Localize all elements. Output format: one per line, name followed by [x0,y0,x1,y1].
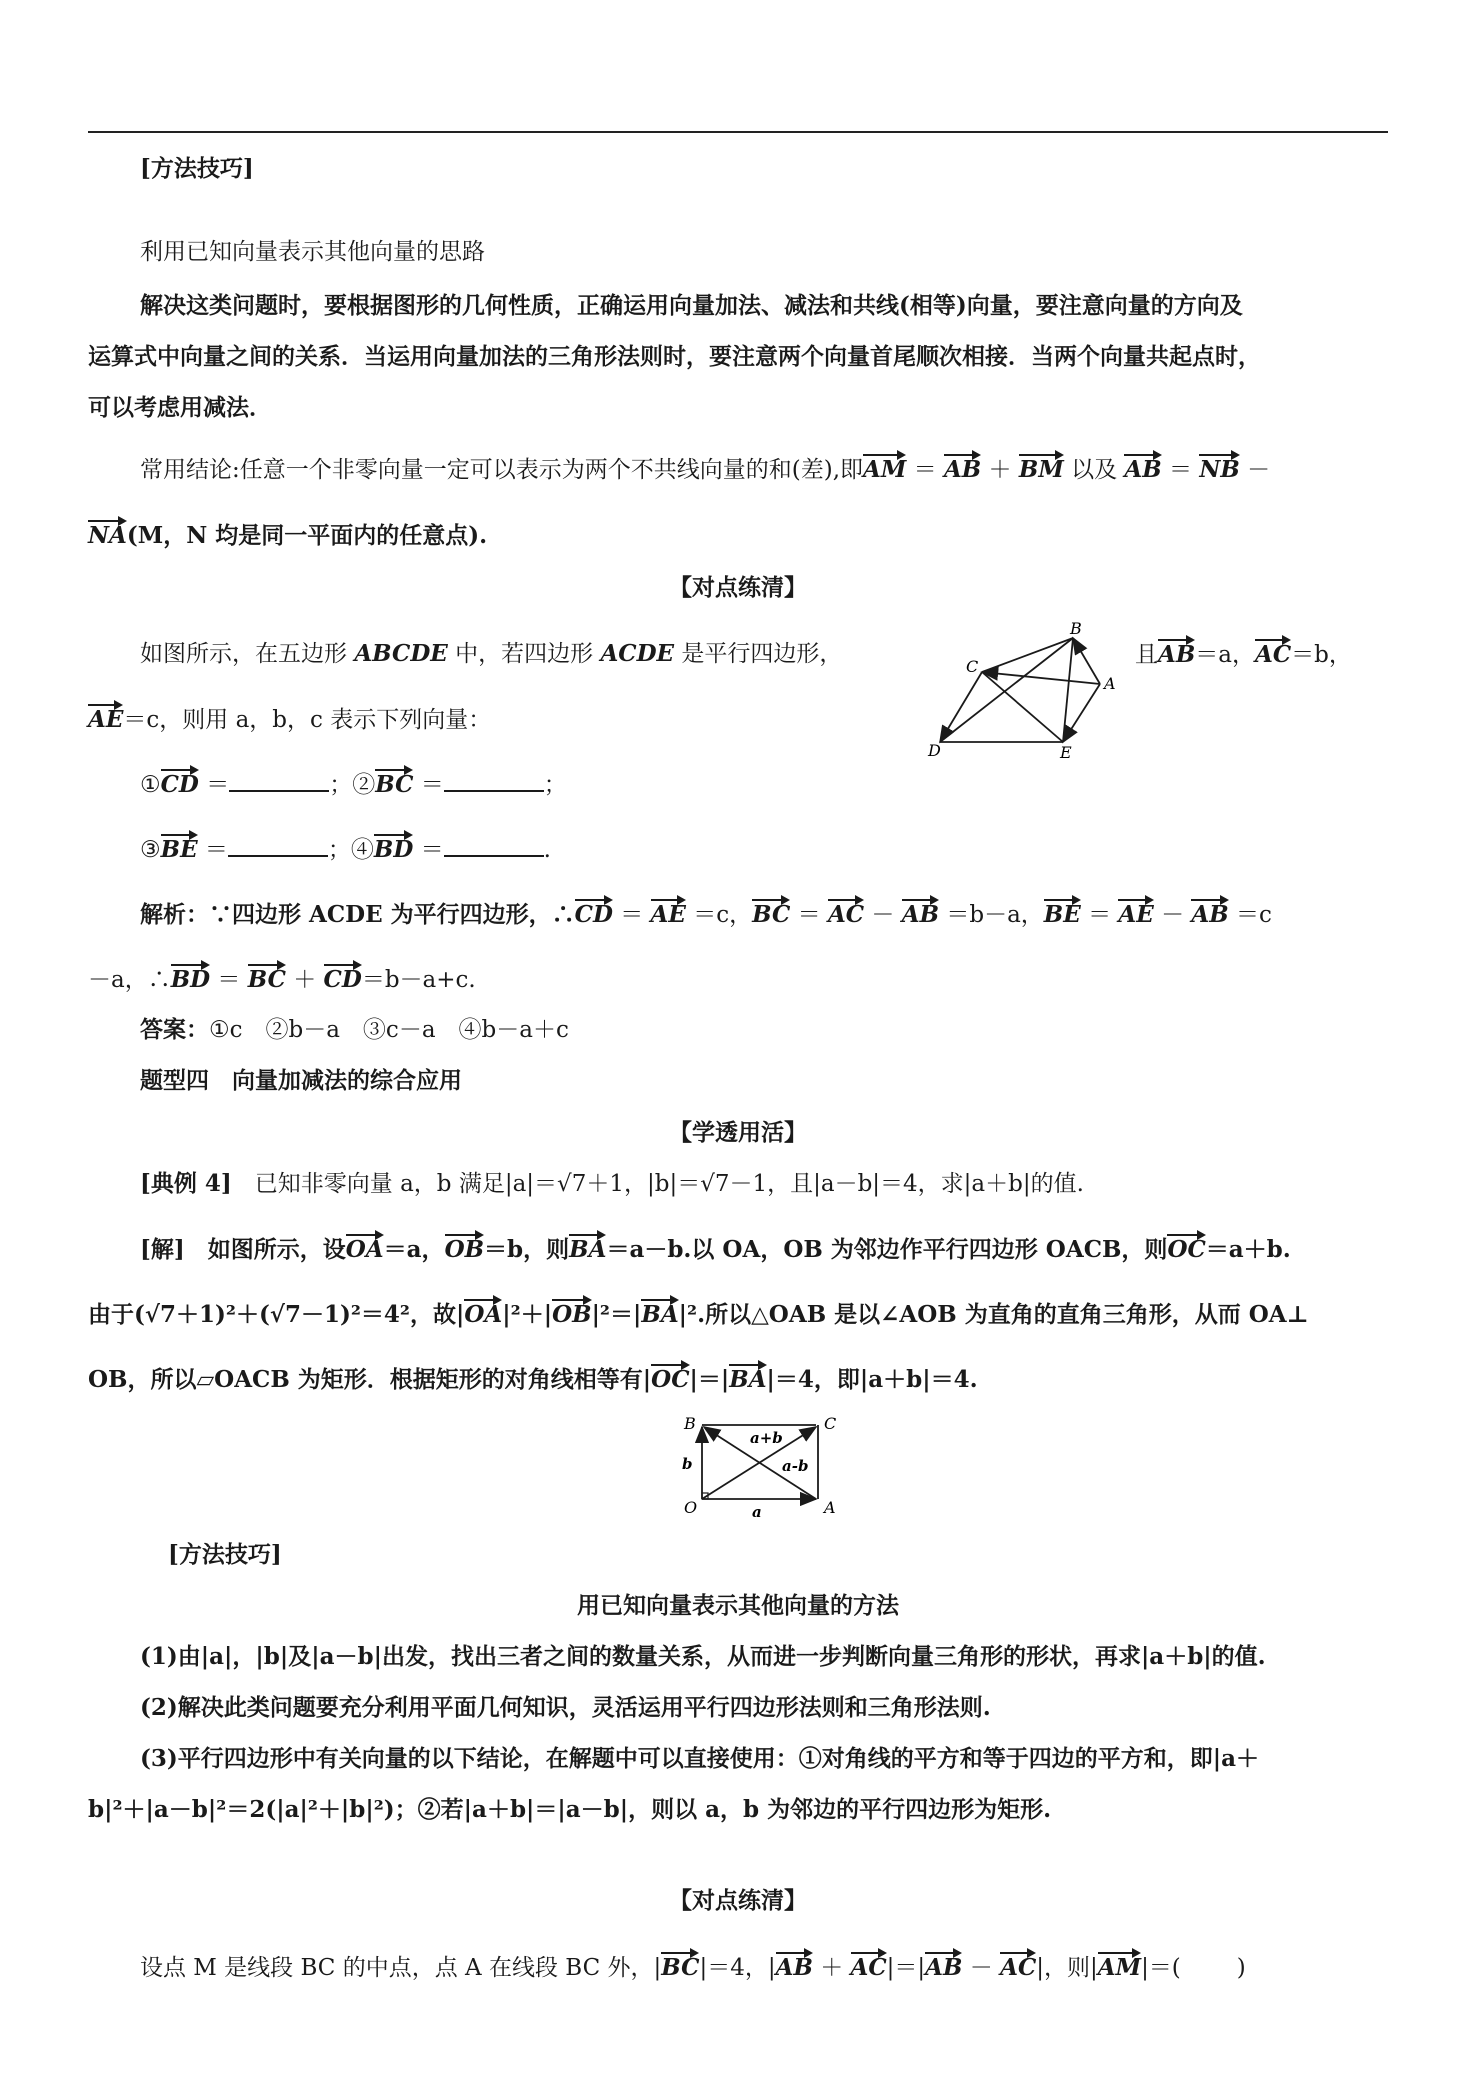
practice-heading: 【对点练清】 [669,574,807,601]
practice-question-line2: AE＝c，则用 a，b，c 表示下列向量： [88,703,1388,736]
section-heading: 题型四 向量加减法的综合应用 [140,1067,462,1094]
analysis-line2: －a，∴BD ＝ BC ＋ CD＝b－a+c. [88,963,1388,996]
method2-point1: (1)由|a|，|b|及|a－b|出发，找出三者之间的数量关系，从而进一步判断向量三角形的形状，再求|a＋b|的值. [140,1643,1266,1670]
rect-label-a-plus-b: a+b [750,1429,783,1447]
common-conclusion-text: 常用结论:任意一个非零向量一定可以表示为两个不共线向量的和(差),即 [140,457,864,483]
answer-line: 答案：①c ②b－a ③c－a ④b－a＋c [140,1016,569,1043]
method-paragraph-line2: 运算式中向量之间的关系．当运用向量加法的三角形法则时，要注意两个向量首尾顺次相接．当两个向量共起点时， [88,343,1261,370]
rect-label-b-side: b [682,1455,693,1473]
method-paragraph-line1: 解决这类问题时，要根据图形的几何性质，正确运用向量加法、减法和共线(相等)向量，要注意向量的方向及 [140,292,1243,319]
pentagon-figure [920,622,1130,762]
analysis-line1: 解析：∵四边形 ACDE 为平行四边形，∴CD ＝ AE ＝c，BC ＝ AC － AB ＝b－a，BE ＝ AE － AB ＝c [140,898,1388,931]
blank-3[interactable] [228,833,328,857]
rect-label-b: B [684,1414,696,1433]
method-paragraph-line3: 可以考虑用减法． [88,394,272,421]
method2-point2: (2)解决此类问题要充分利用平面几何知识，灵活运用平行四边形法则和三角形法则. [140,1694,991,1721]
solution-line2: 由于(√7＋1)²＋(√7－1)²＝4²，故|OA|²＋|OB|²＝|BA|².所以△OAB 是以∠AOB 为直角的直角三角形，从而 OA⊥ [88,1298,1388,1331]
rect-label-o: O [684,1498,698,1517]
common-conclusion-tail: (M，N 均是同一平面内的任意点). [126,522,488,549]
figure-label-e: E [1060,743,1072,762]
blank-2[interactable] [444,768,544,792]
rect-label-a-minus-b: a-b [782,1457,809,1475]
rectangle-figure [676,1413,846,1521]
method-title: 利用已知向量表示其他向量的思路 [140,239,485,265]
solution-line3: OB，所以▱OACB 为矩形．根据矩形的对角线相等有|OC|＝|BA|＝4，即|a＋b|＝4. [88,1363,1388,1396]
practice2-heading: 【对点练清】 [669,1887,807,1914]
common-conclusion-line2: NA(M，N 均是同一平面内的任意点). [88,519,1388,552]
fill-items-line2: ③BE ＝ ；④BD ＝ . [140,833,1388,866]
method2-point3-line1: (3)平行四边形中有关向量的以下结论，在解题中可以直接使用：①对角线的平方和等于四边的平方和，即|a＋ [140,1745,1260,1772]
blank-1[interactable] [229,768,329,792]
practice-question-given: 且AB＝a，AC＝b， [1135,638,1395,671]
fill-items-line1: ①CD ＝ ；②BC ＝ ； [140,768,1388,801]
method2-title: 用已知向量表示其他向量的方法 [577,1592,899,1619]
solution-line1: [解] 如图所示，设OA＝a，OB＝b，则BA＝a－b.以 OA，OB 为邻边作平行四边形 OACB，则OC＝a＋b. [140,1233,1388,1266]
rect-label-a-side: a [752,1503,762,1521]
figure-label-b: B [1070,622,1082,638]
method2-heading: [方法技巧] [168,1541,282,1568]
common-conclusion-line1: 常用结论:任意一个非零向量一定可以表示为两个不共线向量的和(差),即AM ＝ AB ＋ BM 以及 AB ＝ NB － [140,453,1388,486]
method-heading: [方法技巧] [140,155,254,182]
blank-4[interactable] [444,833,544,857]
practice-question-line1: 如图所示，在五边形 ABCDE 中，若四边形 ACDE 是平行四边形， [140,640,843,667]
top-rule [88,131,1388,133]
figure-label-d: D [928,741,941,760]
rect-label-c: C [824,1414,837,1433]
learn-heading: 【学透用活】 [669,1119,807,1146]
rect-label-a: A [824,1498,836,1517]
method2-point3-line2: b|²＋|a－b|²＝2(|a|²＋|b|²)；②若|a＋b|＝|a－b|，则以 a，b 为邻边的平行四边形为矩形. [88,1796,1052,1823]
example-line: [典例 4] 已知非零向量 a，b 满足|a|＝√7＋1，|b|＝√7－1，且|a－b|＝4，求|a＋b|的值. [140,1170,1084,1197]
figure-label-c: C [966,657,979,676]
practice2-question: 设点 M 是线段 BC 的中点，点 A 在线段 BC 外，|BC|＝4，|AB ＋ AC|＝|AB － AC|，则|AM|＝( ) [140,1951,1388,1984]
figure-label-a: A [1104,674,1116,693]
